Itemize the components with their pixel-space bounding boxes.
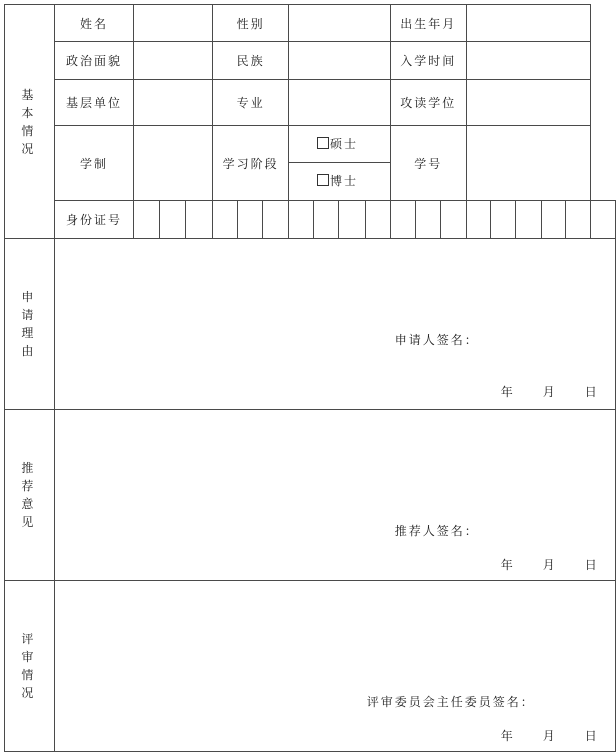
section-label-review: 评审情况 [5, 581, 55, 752]
id-digit[interactable] [440, 201, 466, 239]
id-digit[interactable] [339, 201, 365, 239]
stage-option-master[interactable] [289, 126, 390, 163]
id-digit[interactable] [390, 201, 415, 239]
gender-field[interactable] [288, 5, 390, 42]
id-digit[interactable] [591, 201, 616, 239]
gender-label: 性别 [213, 5, 289, 42]
political-field[interactable] [134, 42, 213, 80]
system-field[interactable] [134, 126, 213, 201]
major-field[interactable] [288, 80, 390, 126]
id-digit[interactable] [365, 201, 390, 239]
review-signature-label: 评审委员会主任委员签名： [366, 695, 535, 709]
id-digit[interactable] [516, 201, 542, 239]
id-digit[interactable] [314, 201, 339, 239]
recommend-month: 月 [542, 558, 557, 572]
recommend-signature-label: 推荐人签名： [394, 524, 479, 538]
review-month: 月 [542, 729, 557, 743]
birth-label: 出生年月 [390, 5, 466, 42]
application-form [4, 4, 616, 752]
system-label: 学制 [54, 126, 134, 201]
recommend-year: 年 [500, 558, 515, 572]
id-digit[interactable] [185, 201, 213, 239]
id-digit[interactable] [263, 201, 289, 239]
reason-day: 日 [584, 385, 599, 399]
reason-year: 年 [500, 385, 515, 399]
ethnicity-field[interactable] [288, 42, 390, 80]
review-day: 日 [584, 729, 599, 743]
recommend-area[interactable] [54, 410, 615, 581]
id-digit[interactable] [566, 201, 591, 239]
id-digit[interactable] [415, 201, 440, 239]
section-label-basic: 基本情况 [5, 5, 55, 239]
id-digit[interactable] [160, 201, 186, 239]
enroll-label: 入学时间 [390, 42, 466, 80]
section-label-recommend: 推荐意见 [5, 410, 55, 581]
phd-checkbox[interactable] [317, 174, 329, 186]
master-checkbox[interactable] [317, 137, 329, 149]
birth-field[interactable] [466, 5, 591, 42]
student-id-label: 学号 [390, 126, 466, 201]
id-digit[interactable] [466, 201, 491, 239]
stage-option-phd[interactable] [289, 163, 390, 200]
recommend-day: 日 [584, 558, 599, 572]
ethnicity-label: 民族 [213, 42, 289, 80]
name-field[interactable] [134, 5, 213, 42]
id-digit[interactable] [238, 201, 263, 239]
reason-signature-label: 申请人签名： [394, 333, 479, 347]
id-digit[interactable] [213, 201, 238, 239]
section-label-reason: 申请理由 [5, 239, 55, 410]
id-digit[interactable] [491, 201, 516, 239]
name-label: 姓名 [54, 5, 134, 42]
degree-field[interactable] [466, 80, 591, 126]
id-digit[interactable] [541, 201, 566, 239]
grassroots-field[interactable] [134, 80, 213, 126]
id-card-label: 身份证号 [54, 201, 134, 239]
reason-area[interactable] [54, 239, 615, 410]
grassroots-label: 基层单位 [54, 80, 134, 126]
stage-label: 学习阶段 [213, 126, 289, 201]
id-digit[interactable] [288, 201, 313, 239]
review-area[interactable] [54, 581, 615, 752]
master-label: 硕士 [329, 137, 358, 151]
major-label: 专业 [213, 80, 289, 126]
stage-options [288, 126, 390, 201]
phd-label: 博士 [329, 174, 358, 188]
political-label: 政治面貌 [54, 42, 134, 80]
degree-label: 攻读学位 [390, 80, 466, 126]
id-digit[interactable] [134, 201, 160, 239]
reason-month: 月 [542, 385, 557, 399]
student-id-field[interactable] [466, 126, 591, 201]
review-year: 年 [500, 729, 515, 743]
enroll-field[interactable] [466, 42, 591, 80]
